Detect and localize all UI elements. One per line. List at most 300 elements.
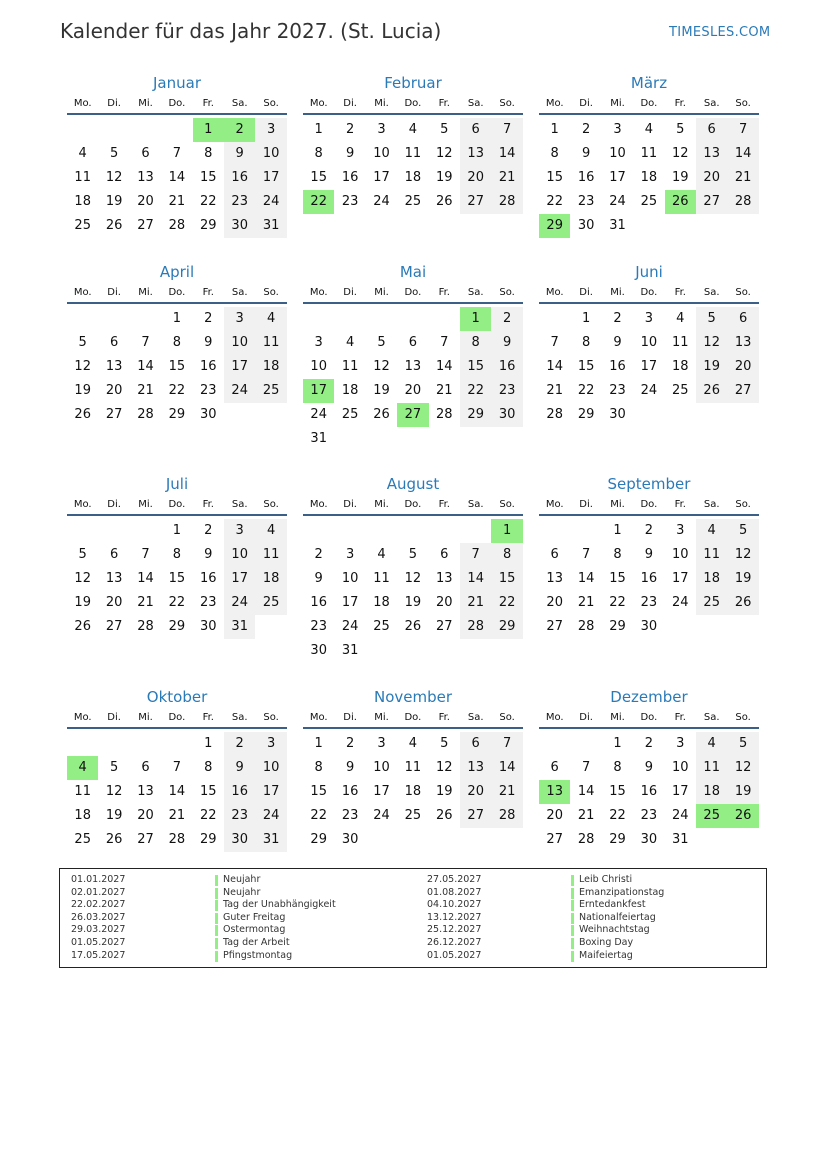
day-cell[interactable]: 29 — [609, 619, 626, 634]
day-cell[interactable]: 14 — [577, 784, 595, 799]
day-cell[interactable]: 1 — [314, 736, 323, 751]
holiday-day-cell[interactable]: 17 — [303, 379, 334, 403]
day-cell[interactable]: 28 — [577, 832, 595, 847]
day-cell[interactable]: 7 — [460, 543, 491, 567]
day-cell[interactable]: 14 — [137, 359, 154, 374]
day-cell[interactable]: 9 — [613, 335, 622, 350]
day-cell[interactable]: 19 — [74, 595, 91, 610]
day-cell[interactable]: 23 — [577, 194, 595, 209]
day-cell[interactable]: 18 — [672, 359, 689, 374]
day-cell[interactable]: 1 — [613, 736, 622, 751]
day-cell[interactable]: 13 — [105, 571, 123, 586]
holiday-day-cell[interactable]: 4 — [67, 756, 98, 780]
day-cell[interactable]: 13 — [460, 756, 491, 780]
day-cell[interactable]: 9 — [644, 760, 654, 775]
day-cell[interactable]: 10 — [672, 547, 689, 562]
day-cell[interactable]: 12 — [672, 146, 689, 161]
day-cell[interactable]: 28 — [436, 407, 453, 422]
day-cell[interactable]: 13 — [137, 784, 154, 799]
day-cell[interactable]: 28 — [137, 619, 154, 634]
day-cell[interactable]: 19 — [373, 383, 390, 398]
day-cell[interactable]: 3 — [255, 732, 286, 756]
day-cell[interactable]: 24 — [672, 595, 689, 610]
day-cell[interactable]: 2 — [204, 311, 213, 326]
day-cell[interactable]: 23 — [224, 190, 255, 214]
day-cell[interactable]: 30 — [224, 828, 255, 852]
day-cell[interactable]: 31 — [224, 615, 255, 639]
day-cell[interactable]: 5 — [408, 547, 418, 562]
day-cell[interactable]: 21 — [491, 780, 522, 804]
day-cell[interactable]: 28 — [168, 218, 186, 233]
day-cell[interactable]: 20 — [696, 166, 727, 190]
day-cell[interactable]: 28 — [137, 407, 154, 422]
day-cell[interactable]: 20 — [105, 595, 123, 610]
day-cell[interactable]: 3 — [224, 307, 255, 331]
day-cell[interactable]: 7 — [550, 335, 559, 350]
day-cell[interactable]: 5 — [727, 732, 758, 756]
day-cell[interactable]: 15 — [460, 355, 491, 379]
day-cell[interactable]: 15 — [310, 170, 327, 185]
day-cell[interactable]: 22 — [546, 194, 563, 209]
day-cell[interactable]: 6 — [460, 732, 491, 756]
day-cell[interactable]: 3 — [377, 122, 386, 137]
day-cell[interactable]: 24 — [341, 619, 359, 634]
day-cell[interactable]: 23 — [224, 804, 255, 828]
day-cell[interactable]: 10 — [373, 146, 390, 161]
day-cell[interactable]: 3 — [377, 736, 386, 751]
day-cell[interactable]: 19 — [436, 784, 453, 799]
holiday-day-cell[interactable]: 1 — [193, 118, 224, 142]
day-cell[interactable]: 9 — [204, 335, 213, 350]
day-cell[interactable]: 31 — [341, 643, 359, 658]
day-cell[interactable]: 2 — [491, 307, 522, 331]
day-cell[interactable]: 18 — [404, 784, 422, 799]
day-cell[interactable]: 30 — [640, 619, 658, 634]
day-cell[interactable]: 26 — [105, 832, 123, 847]
day-cell[interactable]: 10 — [341, 571, 359, 586]
day-cell[interactable]: 30 — [640, 832, 658, 847]
day-cell[interactable]: 27 — [696, 190, 727, 214]
day-cell[interactable]: 5 — [109, 146, 119, 161]
day-cell[interactable]: 20 — [546, 595, 563, 610]
day-cell[interactable]: 17 — [224, 567, 255, 591]
day-cell[interactable]: 9 — [491, 331, 522, 355]
day-cell[interactable]: 12 — [74, 359, 91, 374]
holiday-day-cell[interactable]: 26 — [665, 190, 696, 214]
day-cell[interactable]: 10 — [373, 760, 390, 775]
day-cell[interactable]: 19 — [105, 194, 123, 209]
day-cell[interactable]: 20 — [105, 383, 123, 398]
day-cell[interactable]: 15 — [491, 567, 522, 591]
day-cell[interactable]: 7 — [491, 732, 522, 756]
day-cell[interactable]: 25 — [74, 218, 91, 233]
day-cell[interactable]: 14 — [168, 170, 186, 185]
day-cell[interactable]: 29 — [491, 615, 522, 639]
day-cell[interactable]: 17 — [672, 571, 689, 586]
day-cell[interactable]: 27 — [105, 407, 123, 422]
day-cell[interactable]: 26 — [727, 591, 758, 615]
day-cell[interactable]: 14 — [577, 571, 595, 586]
day-cell[interactable]: 23 — [310, 619, 327, 634]
day-cell[interactable]: 24 — [609, 194, 626, 209]
day-cell[interactable]: 17 — [255, 780, 286, 804]
day-cell[interactable]: 10 — [640, 335, 658, 350]
holiday-day-cell[interactable]: 2 — [224, 118, 255, 142]
day-cell[interactable]: 16 — [341, 784, 359, 799]
day-cell[interactable]: 5 — [109, 760, 119, 775]
day-cell[interactable]: 3 — [255, 118, 286, 142]
day-cell[interactable]: 20 — [546, 808, 563, 823]
day-cell[interactable]: 10 — [255, 756, 286, 780]
day-cell[interactable]: 12 — [696, 331, 727, 355]
day-cell[interactable]: 3 — [314, 335, 323, 350]
day-cell[interactable]: 23 — [341, 194, 359, 209]
day-cell[interactable]: 12 — [105, 784, 123, 799]
day-cell[interactable]: 27 — [546, 832, 563, 847]
day-cell[interactable]: 30 — [577, 218, 595, 233]
day-cell[interactable]: 10 — [310, 359, 327, 374]
day-cell[interactable]: 28 — [727, 190, 758, 214]
day-cell[interactable]: 19 — [436, 170, 453, 185]
day-cell[interactable]: 9 — [581, 146, 591, 161]
day-cell[interactable]: 9 — [345, 146, 355, 161]
day-cell[interactable]: 25 — [404, 194, 422, 209]
day-cell[interactable]: 8 — [314, 146, 323, 161]
day-cell[interactable]: 22 — [609, 808, 626, 823]
day-cell[interactable]: 22 — [609, 595, 626, 610]
day-cell[interactable]: 31 — [255, 828, 286, 852]
brand-link[interactable]: TIMESLES.COM — [669, 25, 771, 40]
day-cell[interactable]: 4 — [255, 307, 286, 331]
day-cell[interactable]: 21 — [577, 595, 595, 610]
day-cell[interactable]: 6 — [550, 547, 559, 562]
day-cell[interactable]: 2 — [644, 523, 654, 538]
day-cell[interactable]: 11 — [404, 760, 422, 775]
day-cell[interactable]: 2 — [314, 547, 323, 562]
holiday-day-cell[interactable]: 13 — [539, 780, 570, 804]
day-cell[interactable]: 25 — [672, 383, 689, 398]
day-cell[interactable]: 29 — [609, 832, 626, 847]
day-cell[interactable]: 8 — [550, 146, 559, 161]
day-cell[interactable]: 8 — [314, 760, 323, 775]
day-cell[interactable]: 17 — [224, 355, 255, 379]
day-cell[interactable]: 18 — [373, 595, 390, 610]
day-cell[interactable]: 16 — [341, 170, 359, 185]
day-cell[interactable]: 11 — [74, 784, 91, 799]
day-cell[interactable]: 13 — [404, 359, 422, 374]
day-cell[interactable]: 30 — [200, 619, 217, 634]
day-cell[interactable]: 13 — [105, 359, 123, 374]
day-cell[interactable]: 21 — [546, 383, 563, 398]
day-cell[interactable]: 21 — [168, 808, 186, 823]
day-cell[interactable]: 19 — [672, 170, 689, 185]
day-cell[interactable]: 31 — [255, 214, 286, 238]
day-cell[interactable]: 6 — [109, 335, 119, 350]
day-cell[interactable]: 28 — [460, 615, 491, 639]
day-cell[interactable]: 1 — [314, 122, 323, 137]
day-cell[interactable]: 21 — [137, 595, 154, 610]
day-cell[interactable]: 12 — [727, 543, 758, 567]
day-cell[interactable]: 25 — [696, 591, 727, 615]
day-cell[interactable]: 2 — [581, 122, 591, 137]
day-cell[interactable]: 18 — [341, 383, 359, 398]
day-cell[interactable]: 25 — [373, 619, 390, 634]
day-cell[interactable]: 22 — [310, 808, 327, 823]
day-cell[interactable]: 24 — [224, 379, 255, 403]
day-cell[interactable]: 26 — [74, 407, 91, 422]
day-cell[interactable]: 5 — [377, 335, 386, 350]
day-cell[interactable]: 22 — [200, 194, 217, 209]
day-cell[interactable]: 5 — [727, 519, 758, 543]
holiday-day-cell[interactable]: 27 — [397, 403, 428, 427]
day-cell[interactable]: 31 — [310, 431, 327, 446]
day-cell[interactable]: 11 — [696, 543, 727, 567]
day-cell[interactable]: 15 — [200, 170, 217, 185]
day-cell[interactable]: 25 — [640, 194, 658, 209]
day-cell[interactable]: 15 — [577, 359, 595, 374]
day-cell[interactable]: 24 — [310, 407, 327, 422]
day-cell[interactable]: 20 — [137, 808, 154, 823]
day-cell[interactable]: 30 — [609, 407, 626, 422]
day-cell[interactable]: 10 — [609, 146, 626, 161]
day-cell[interactable]: 8 — [460, 331, 491, 355]
day-cell[interactable]: 20 — [460, 166, 491, 190]
day-cell[interactable]: 29 — [577, 407, 595, 422]
day-cell[interactable]: 3 — [644, 311, 654, 326]
day-cell[interactable]: 7 — [491, 118, 522, 142]
day-cell[interactable]: 7 — [581, 547, 591, 562]
day-cell[interactable]: 21 — [436, 383, 453, 398]
day-cell[interactable]: 16 — [224, 166, 255, 190]
day-cell[interactable]: 8 — [204, 146, 213, 161]
day-cell[interactable]: 18 — [74, 808, 91, 823]
day-cell[interactable]: 17 — [672, 784, 689, 799]
day-cell[interactable]: 27 — [105, 619, 123, 634]
day-cell[interactable]: 1 — [172, 311, 182, 326]
day-cell[interactable]: 24 — [672, 808, 689, 823]
day-cell[interactable]: 13 — [546, 571, 563, 586]
day-cell[interactable]: 18 — [640, 170, 658, 185]
day-cell[interactable]: 5 — [676, 122, 685, 137]
day-cell[interactable]: 9 — [345, 760, 355, 775]
day-cell[interactable]: 11 — [341, 359, 359, 374]
holiday-day-cell[interactable]: 1 — [491, 519, 522, 543]
day-cell[interactable]: 2 — [644, 736, 654, 751]
day-cell[interactable]: 30 — [491, 403, 522, 427]
day-cell[interactable]: 14 — [436, 359, 453, 374]
day-cell[interactable]: 16 — [491, 355, 522, 379]
holiday-day-cell[interactable]: 1 — [460, 307, 491, 331]
day-cell[interactable]: 27 — [460, 190, 491, 214]
day-cell[interactable]: 2 — [345, 122, 355, 137]
day-cell[interactable]: 9 — [314, 571, 323, 586]
day-cell[interactable]: 29 — [168, 407, 186, 422]
day-cell[interactable]: 17 — [341, 595, 359, 610]
day-cell[interactable]: 22 — [200, 808, 217, 823]
day-cell[interactable]: 23 — [491, 379, 522, 403]
day-cell[interactable]: 13 — [727, 331, 758, 355]
day-cell[interactable]: 25 — [404, 808, 422, 823]
day-cell[interactable]: 8 — [581, 335, 591, 350]
day-cell[interactable]: 24 — [224, 591, 255, 615]
day-cell[interactable]: 17 — [373, 784, 390, 799]
day-cell[interactable]: 18 — [404, 170, 422, 185]
day-cell[interactable]: 6 — [727, 307, 758, 331]
day-cell[interactable]: 4 — [78, 146, 87, 161]
day-cell[interactable]: 27 — [727, 379, 758, 403]
day-cell[interactable]: 3 — [345, 547, 355, 562]
day-cell[interactable]: 6 — [141, 146, 150, 161]
day-cell[interactable]: 22 — [577, 383, 595, 398]
day-cell[interactable]: 15 — [310, 784, 327, 799]
day-cell[interactable]: 15 — [168, 359, 186, 374]
holiday-day-cell[interactable]: 25 — [696, 804, 727, 828]
day-cell[interactable]: 15 — [546, 170, 563, 185]
day-cell[interactable]: 24 — [373, 808, 390, 823]
day-cell[interactable]: 16 — [224, 780, 255, 804]
day-cell[interactable]: 28 — [577, 619, 595, 634]
day-cell[interactable]: 11 — [404, 146, 422, 161]
day-cell[interactable]: 27 — [546, 619, 563, 634]
day-cell[interactable]: 18 — [74, 194, 91, 209]
day-cell[interactable]: 12 — [373, 359, 390, 374]
day-cell[interactable]: 6 — [440, 547, 449, 562]
day-cell[interactable]: 4 — [696, 732, 727, 756]
day-cell[interactable]: 29 — [460, 403, 491, 427]
day-cell[interactable]: 14 — [546, 359, 563, 374]
day-cell[interactable]: 16 — [577, 170, 595, 185]
day-cell[interactable]: 12 — [105, 170, 123, 185]
day-cell[interactable]: 22 — [168, 595, 186, 610]
day-cell[interactable]: 10 — [224, 331, 255, 355]
day-cell[interactable]: 22 — [491, 591, 522, 615]
day-cell[interactable]: 12 — [436, 146, 453, 161]
day-cell[interactable]: 20 — [727, 355, 758, 379]
day-cell[interactable]: 22 — [168, 383, 186, 398]
day-cell[interactable]: 8 — [204, 760, 213, 775]
day-cell[interactable]: 28 — [491, 804, 522, 828]
day-cell[interactable]: 21 — [460, 591, 491, 615]
day-cell[interactable]: 20 — [460, 780, 491, 804]
day-cell[interactable]: 11 — [672, 335, 689, 350]
day-cell[interactable]: 23 — [200, 595, 217, 610]
day-cell[interactable]: 26 — [105, 218, 123, 233]
day-cell[interactable]: 21 — [137, 383, 154, 398]
day-cell[interactable]: 19 — [696, 355, 727, 379]
day-cell[interactable]: 28 — [546, 407, 563, 422]
day-cell[interactable]: 4 — [408, 122, 418, 137]
holiday-day-cell[interactable]: 22 — [303, 190, 334, 214]
day-cell[interactable]: 13 — [460, 142, 491, 166]
day-cell[interactable]: 13 — [696, 142, 727, 166]
day-cell[interactable]: 3 — [676, 523, 685, 538]
day-cell[interactable]: 4 — [345, 335, 355, 350]
day-cell[interactable]: 4 — [676, 311, 685, 326]
day-cell[interactable]: 9 — [224, 756, 255, 780]
day-cell[interactable]: 1 — [613, 523, 622, 538]
day-cell[interactable]: 11 — [696, 756, 727, 780]
day-cell[interactable]: 4 — [408, 736, 418, 751]
day-cell[interactable]: 1 — [172, 523, 182, 538]
day-cell[interactable]: 4 — [696, 519, 727, 543]
day-cell[interactable]: 23 — [640, 595, 658, 610]
day-cell[interactable]: 7 — [141, 335, 150, 350]
day-cell[interactable]: 7 — [440, 335, 449, 350]
day-cell[interactable]: 9 — [224, 142, 255, 166]
day-cell[interactable]: 26 — [436, 194, 453, 209]
day-cell[interactable]: 14 — [491, 142, 522, 166]
day-cell[interactable]: 17 — [609, 170, 626, 185]
day-cell[interactable]: 3 — [613, 122, 622, 137]
day-cell[interactable]: 23 — [640, 808, 658, 823]
day-cell[interactable]: 2 — [224, 732, 255, 756]
day-cell[interactable]: 22 — [460, 379, 491, 403]
day-cell[interactable]: 26 — [373, 407, 390, 422]
day-cell[interactable]: 27 — [436, 619, 453, 634]
day-cell[interactable]: 15 — [168, 571, 186, 586]
day-cell[interactable]: 19 — [105, 808, 123, 823]
day-cell[interactable]: 16 — [310, 595, 327, 610]
day-cell[interactable]: 27 — [460, 804, 491, 828]
day-cell[interactable]: 5 — [440, 736, 449, 751]
day-cell[interactable]: 25 — [74, 832, 91, 847]
day-cell[interactable]: 21 — [727, 166, 758, 190]
day-cell[interactable]: 8 — [172, 335, 182, 350]
day-cell[interactable]: 29 — [200, 218, 217, 233]
day-cell[interactable]: 20 — [404, 383, 422, 398]
day-cell[interactable]: 17 — [640, 359, 658, 374]
day-cell[interactable]: 24 — [255, 804, 286, 828]
day-cell[interactable]: 25 — [255, 591, 286, 615]
day-cell[interactable]: 1 — [581, 311, 591, 326]
day-cell[interactable]: 10 — [672, 760, 689, 775]
day-cell[interactable]: 16 — [200, 359, 217, 374]
day-cell[interactable]: 7 — [141, 547, 150, 562]
day-cell[interactable]: 5 — [696, 307, 727, 331]
day-cell[interactable]: 6 — [141, 760, 150, 775]
day-cell[interactable]: 19 — [727, 780, 758, 804]
day-cell[interactable]: 21 — [168, 194, 186, 209]
day-cell[interactable]: 7 — [727, 118, 758, 142]
day-cell[interactable]: 7 — [172, 760, 182, 775]
day-cell[interactable]: 5 — [78, 547, 87, 562]
day-cell[interactable]: 14 — [460, 567, 491, 591]
day-cell[interactable]: 6 — [696, 118, 727, 142]
day-cell[interactable]: 15 — [200, 784, 217, 799]
day-cell[interactable]: 11 — [255, 331, 286, 355]
day-cell[interactable]: 6 — [550, 760, 559, 775]
day-cell[interactable]: 18 — [696, 567, 727, 591]
day-cell[interactable]: 4 — [377, 547, 386, 562]
day-cell[interactable]: 10 — [255, 142, 286, 166]
day-cell[interactable]: 19 — [727, 567, 758, 591]
day-cell[interactable]: 6 — [408, 335, 418, 350]
day-cell[interactable]: 29 — [200, 832, 217, 847]
day-cell[interactable]: 18 — [255, 567, 286, 591]
day-cell[interactable]: 17 — [373, 170, 390, 185]
day-cell[interactable]: 8 — [613, 760, 622, 775]
day-cell[interactable]: 4 — [255, 519, 286, 543]
day-cell[interactable]: 10 — [224, 543, 255, 567]
day-cell[interactable]: 16 — [640, 784, 658, 799]
day-cell[interactable]: 11 — [640, 146, 658, 161]
holiday-day-cell[interactable]: 29 — [539, 214, 570, 238]
day-cell[interactable]: 14 — [491, 756, 522, 780]
day-cell[interactable]: 21 — [577, 808, 595, 823]
day-cell[interactable]: 26 — [404, 619, 422, 634]
day-cell[interactable]: 11 — [373, 571, 390, 586]
day-cell[interactable]: 14 — [137, 571, 154, 586]
